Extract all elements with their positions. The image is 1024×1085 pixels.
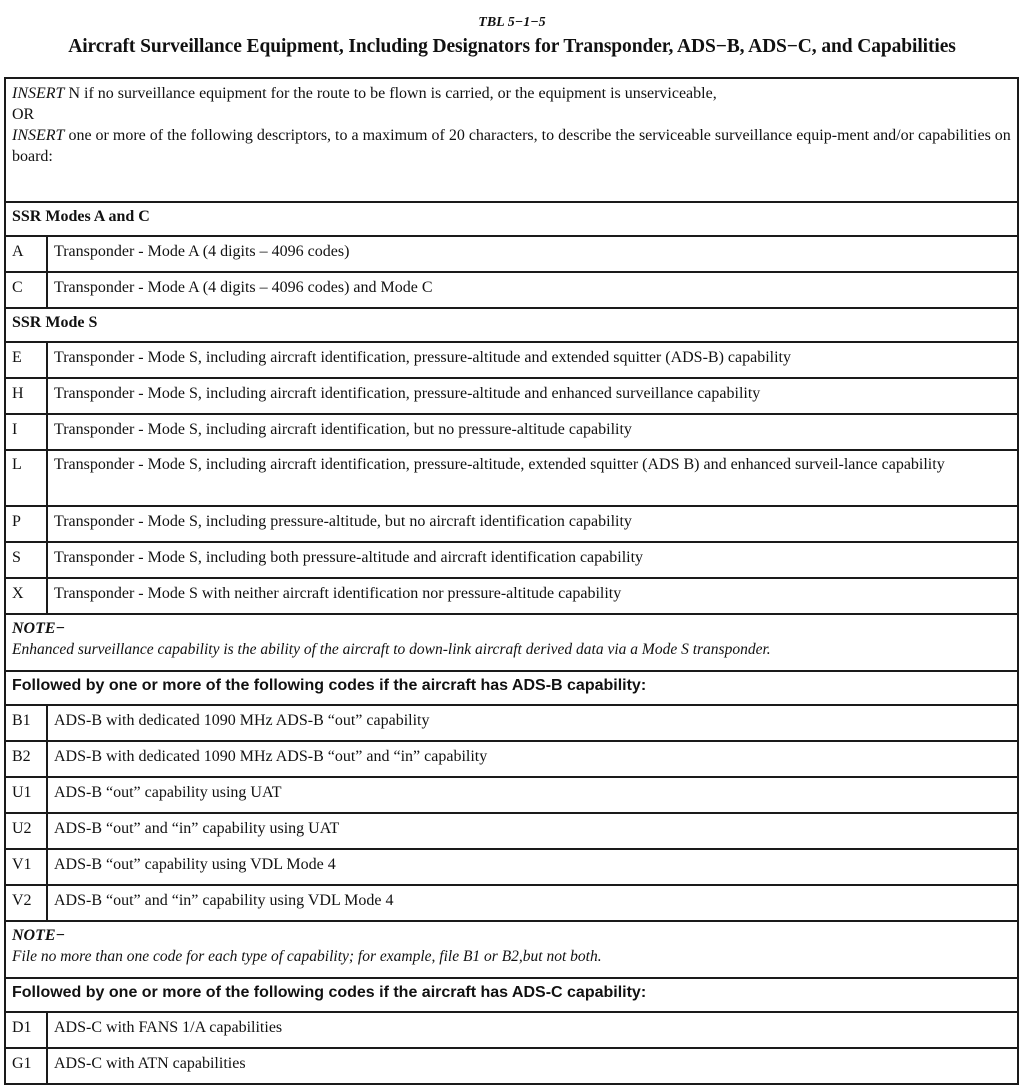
code-cell: I [5,414,47,450]
intro-cell [5,78,1018,202]
section-heading-ssr-s: SSR Mode S [5,308,1018,342]
description-cell: ADS-B “out” capability using VDL Mode 4 [47,849,1018,885]
section-header-row [5,671,1018,705]
table-row [5,777,1018,813]
section-heading-adsb: Followed by one or more of the following codes if the aircraft has ADS-B capability: [5,671,1018,705]
table-row [5,1012,1018,1048]
code-cell: A [5,236,47,272]
code-cell: B2 [5,741,47,777]
table-row [5,1048,1018,1084]
table-row [5,272,1018,308]
code-cell: D1 [5,1012,47,1048]
note-row [5,921,1018,978]
description-cell: Transponder - Mode A (4 digits – 4096 codes) [47,236,1018,272]
note-text: File no more than one code for each type of capability; for example, file B1 or B2,but not both. [12,948,602,965]
description-cell: Transponder - Mode S with neither aircraft identification nor pressure-altitude capability [47,578,1018,614]
code-cell: B1 [5,705,47,741]
table-row [5,741,1018,777]
intro-row [5,78,1018,202]
code-cell: G1 [5,1048,47,1084]
description-cell: Transponder - Mode S, including both pressure-altitude and aircraft identification capability [47,542,1018,578]
code-cell: X [5,578,47,614]
note-title: NOTE− [12,927,66,944]
note-cell-adsb [5,921,1018,978]
section-header-row [5,978,1018,1012]
section-heading-adsc: Followed by one or more of the following codes if the aircraft has ADS-C capability: [5,978,1018,1012]
code-cell: P [5,506,47,542]
table-row [5,885,1018,921]
table-row [5,414,1018,450]
table-row [5,542,1018,578]
intro-or: OR [12,106,35,123]
description-cell: ADS-B “out” and “in” capability using UAT [47,813,1018,849]
description-cell: ADS-B with dedicated 1090 MHz ADS-B “out” capability [47,705,1018,741]
table-title: Aircraft Surveillance Equipment, Including Designators for Transponder, ADS−B, ADS−C, and Capabilities [68,36,956,57]
note-text: Enhanced surveillance capability is the ability of the aircraft to down-link aircraft derived data via a Mode S transponder. [12,641,771,658]
section-header-row [5,308,1018,342]
description-cell: Transponder - Mode S, including aircraft identification, pressure-altitude, extended squitter (ADS B) and enhanced surveil-lance capability [47,450,1018,506]
table-row [5,342,1018,378]
intro-text-1: N if no surveillance equipment for the route to be flown is carried, or the equipment is unserviceable, [64,85,717,102]
table-row [5,450,1018,506]
table-row [5,578,1018,614]
description-cell: Transponder - Mode S, including pressure-altitude, but no aircraft identification capability [47,506,1018,542]
code-cell: H [5,378,47,414]
table-row [5,705,1018,741]
intro-insert-1: INSERT [12,85,65,102]
description-cell: ADS-C with ATN capabilities [47,1048,1018,1084]
table-number: TBL 5−1−5 [478,15,546,30]
code-cell: S [5,542,47,578]
table-row [5,849,1018,885]
table-row [5,378,1018,414]
description-cell: Transponder - Mode S, including aircraft identification, but no pressure-altitude capability [47,414,1018,450]
code-cell: L [5,450,47,506]
note-cell-ssr-s [5,614,1018,671]
description-cell: Transponder - Mode S, including aircraft identification, pressure-altitude and enhanced surveillance capability [47,378,1018,414]
description-cell: Transponder - Mode S, including aircraft identification, pressure-altitude and extended squitter (ADS-B) capability [47,342,1018,378]
description-cell: ADS-B with dedicated 1090 MHz ADS-B “out” and “in” capability [47,741,1018,777]
intro-insert-2: INSERT [12,127,65,144]
code-cell: E [5,342,47,378]
code-cell: V2 [5,885,47,921]
note-title: NOTE− [12,620,66,637]
note-row [5,614,1018,671]
code-cell: U2 [5,813,47,849]
table-row [5,506,1018,542]
intro-text-2: one or more of the following descriptors, to a maximum of 20 characters, to describe the serviceable surveillance equip-ment and/or capabilities on board: [12,127,1011,165]
description-cell: ADS-B “out” and “in” capability using VDL Mode 4 [47,885,1018,921]
description-cell: Transponder - Mode A (4 digits – 4096 codes) and Mode C [47,272,1018,308]
code-cell: V1 [5,849,47,885]
section-header-row [5,202,1018,236]
description-cell: ADS-C with FANS 1/A capabilities [47,1012,1018,1048]
table-row [5,236,1018,272]
table-row [5,813,1018,849]
section-heading-ssr-ac: SSR Modes A and C [5,202,1018,236]
code-cell: C [5,272,47,308]
description-cell: ADS-B “out” capability using UAT [47,777,1018,813]
code-cell: U1 [5,777,47,813]
surveillance-equipment-table [4,77,1019,1085]
